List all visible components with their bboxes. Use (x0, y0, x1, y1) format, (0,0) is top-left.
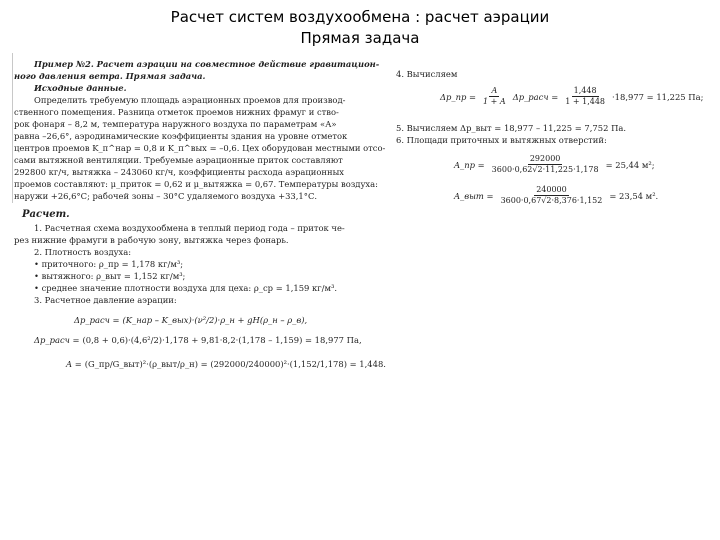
given-line: 292800 кг/ч, вытяжка – 243060 кг/ч, коэффициенты расхода аэрационных (14, 167, 344, 177)
given-line: рок фонаря – 8,2 м, температура наружного воздуха по параметрам «А» (14, 119, 337, 129)
left-column (14, 58, 386, 373)
step5-line: 5. Вычисляем Δp_выт = 18,977 – 11,225 = 7,752 Па. (396, 123, 627, 133)
equation-pressure-general (14, 314, 339, 326)
fraction-denominator: 3600·0,62√2·11,225·1,178 (491, 165, 599, 174)
equation-inflow-pressure (396, 86, 704, 107)
fraction (563, 86, 607, 107)
given-line: проемов составляют: μ_приток = 0,62 и μ_вытяжка = 0,67. Температуры воздуха: (14, 179, 378, 189)
step1-line: 1. Расчетная схема воздухообмена в теплый период года – приток че- (34, 223, 345, 233)
right-column (396, 68, 704, 209)
equation-lhs: A = (66, 359, 82, 369)
given-line: Определить требуемую площадь аэрационных проемов для производ- (34, 95, 346, 105)
fraction-denominator: 1 + A (483, 97, 506, 106)
step4-heading: 4. Вычисляем (396, 69, 458, 79)
fraction (490, 154, 601, 175)
given-line: ственного помещения. Разница отметок проемов нижних фрамуг и ство- (14, 107, 339, 117)
equation-rhs: ·18,977 = 11,225 Па; (612, 91, 704, 102)
equation-lhs: Δp_расч = (74, 315, 120, 325)
given-line: сами вытяжной вентиляции. Требуемые аэрационные приток составляют (14, 155, 343, 165)
step2-heading: 2. Плотность воздуха: (34, 247, 132, 257)
density-exhaust: • вытяжного: ρ_выт = 1,152 кг/м³; (34, 271, 186, 281)
equation-rhs: (K_нар – K_вых)·(ν²/2)·ρ_н + gH(ρ_н – ρ_в), (122, 315, 308, 325)
fraction-denominator: 1 + 1,448 (565, 97, 606, 106)
equation-rhs: (G_пр/G_выт)²·(ρ_выт/ρ_н) = (292000/240000)²·(1,152/1,178) = 1,448. (84, 359, 386, 369)
given-line: наружи +26,6°С; рабочей зоны – 30°С удаляемого воздуха +33,1°С. (14, 191, 318, 201)
equation-rhs: (0,8 + 0,6)·(4,6²/2)·1,178 + 9,81·8,2·(1,178 – 1,159) = 18,977 Па, (82, 335, 362, 345)
equation-rhs: = 23,54 м². (609, 190, 659, 201)
calc-heading: Расчет. (22, 209, 70, 220)
step6-line: 6. Площади приточных и вытяжных отверстий: (396, 135, 607, 145)
equation-lhs: A_пр = (454, 159, 485, 170)
equation-rhs: = 25,44 м²; (605, 159, 655, 170)
step1-line: рез нижние фрамуги в рабочую зону, вытяжка через фонарь. (14, 235, 289, 245)
fraction-numerator: 292000 (529, 154, 561, 163)
given-line: равна –26,6°, аэродинамические коэффициенты здания на уровне отметок (14, 131, 348, 141)
step3-heading: 3. Расчетное давление аэрации: (34, 295, 177, 305)
equation-lhs: A_выт = (454, 190, 494, 201)
equation-lhs: Δp_расч = (34, 335, 80, 345)
equation-a-ratio (14, 358, 386, 370)
fraction-numerator: A (491, 86, 498, 95)
given-line: центров проемов K_п^нар = 0,8 и K_п^вых = –0,6. Цех оборудован местными отсо- (14, 143, 386, 153)
fraction (481, 86, 508, 107)
fraction-denominator: 3600·0,67√2·8,376·1,152 (500, 196, 603, 205)
equation-pressure-numeric (14, 334, 362, 346)
density-average: • среднее значение плотности воздуха для цеха: ρ_ср = 1,159 кг/м³. (34, 283, 337, 293)
fraction (499, 185, 605, 206)
equation-inflow-area (396, 154, 696, 175)
equation-lhs: Δp_пр = (440, 91, 477, 102)
example-heading-cont: ного давления ветра. Прямая задача. (14, 71, 206, 81)
slide-subtitle: Прямая задача (300, 29, 420, 47)
example-heading: Пример №2. Расчет аэрации на совместное действие гравитацион- (34, 59, 380, 69)
slide-title: Расчет систем воздухообмена : расчет аэрации (170, 8, 550, 26)
fraction-numerator: 240000 (536, 185, 567, 194)
density-inflow: • приточного: ρ_пр = 1,178 кг/м³; (34, 259, 184, 269)
equation-mid: Δp_расч = (512, 91, 559, 102)
given-heading: Исходные данные. (34, 83, 127, 93)
fraction-numerator: 1,448 (573, 86, 597, 95)
equation-exhaust-area (396, 185, 696, 206)
